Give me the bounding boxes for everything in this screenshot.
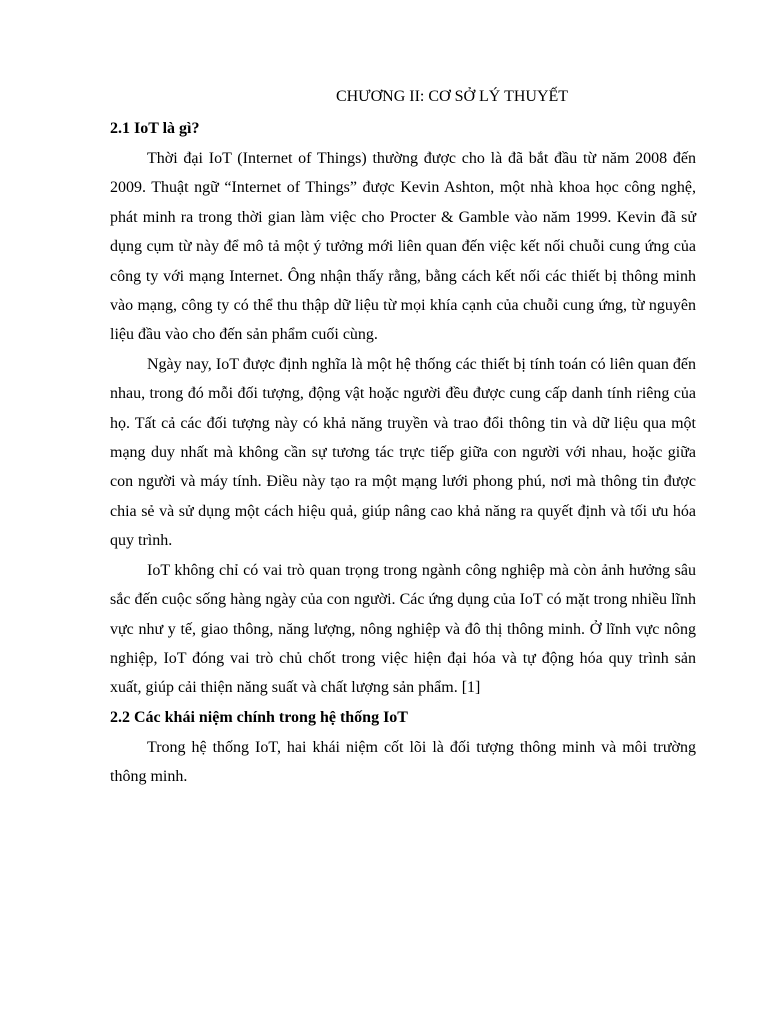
section-2-2 bbox=[110, 703, 696, 792]
paragraph: Ngày nay, IoT được định nghĩa là một hệ thống các thiết bị tính toán có liên quan đến nhau, trong đó mỗi đối tượng, động vật hoặc người đều được cung cấp danh tính riêng của họ. Tất cả các đối tượng này có khả năng truyền và trao đổi thông tin và dữ liệu qua một mạng duy nhất mà không cần sự tương tác trực tiếp giữa con người với nhau, hoặc giữa con người và máy tính. Điều này tạo ra một mạng lưới phong phú, nơi mà thông tin được chia sẻ và sử dụng một cách hiệu quả, giúp nâng cao khả năng ra quyết định và tối ưu hóa quy trình. bbox=[110, 355, 696, 550]
paragraph: IoT không chỉ có vai trò quan trọng trong ngành công nghiệp mà còn ảnh hưởng sâu sắc đến cuộc sống hàng ngày của con người. Các ứng dụng của IoT có mặt trong nhiều lĩnh vực như y tế, giao thông, năng lượng, nông nghiệp và đô thị thông minh. Ở lĩnh vực nông nghiệp, IoT đóng vai trò chủ chốt trong việc hiện đại hóa và tự động hóa quy trình sản xuất, giúp cải thiện năng suất và chất lượng sản phẩm. [1] bbox=[110, 561, 696, 697]
document-page bbox=[110, 84, 696, 792]
section-heading: 2.2 Các khái niệm chính trong hệ thống IoT bbox=[110, 708, 408, 726]
section-2-1 bbox=[110, 114, 696, 703]
paragraph: Thời đại IoT (Internet of Things) thường được cho là đã bắt đầu từ năm 2008 đến 2009. Thuật ngữ “Internet of Things” được Kevin Ashton, một nhà khoa học công nghệ, phát minh ra trong thời gian làm việc cho Procter & Gamble vào năm 1999. Kevin đã sử dụng cụm từ này để mô tả một ý tưởng mới liên quan đến việc kết nối chuỗi cung ứng của công ty với mạng Internet. Ông nhận thấy rằng, bằng cách kết nối các thiết bị thông minh vào mạng, công ty có thể thu thập dữ liệu từ mọi khía cạnh của chuỗi cung ứng, từ nguyên liệu đầu vào cho đến sản phẩm cuối cùng. bbox=[110, 150, 696, 344]
chapter-title: CHƯƠNG II: CƠ SỞ LÝ THUYẾT bbox=[335, 88, 569, 105]
paragraph: Trong hệ thống IoT, hai khái niệm cốt lõi là đối tượng thông minh và môi trường thông minh. bbox=[110, 738, 696, 786]
section-heading: 2.1 IoT là gì? bbox=[110, 120, 200, 137]
